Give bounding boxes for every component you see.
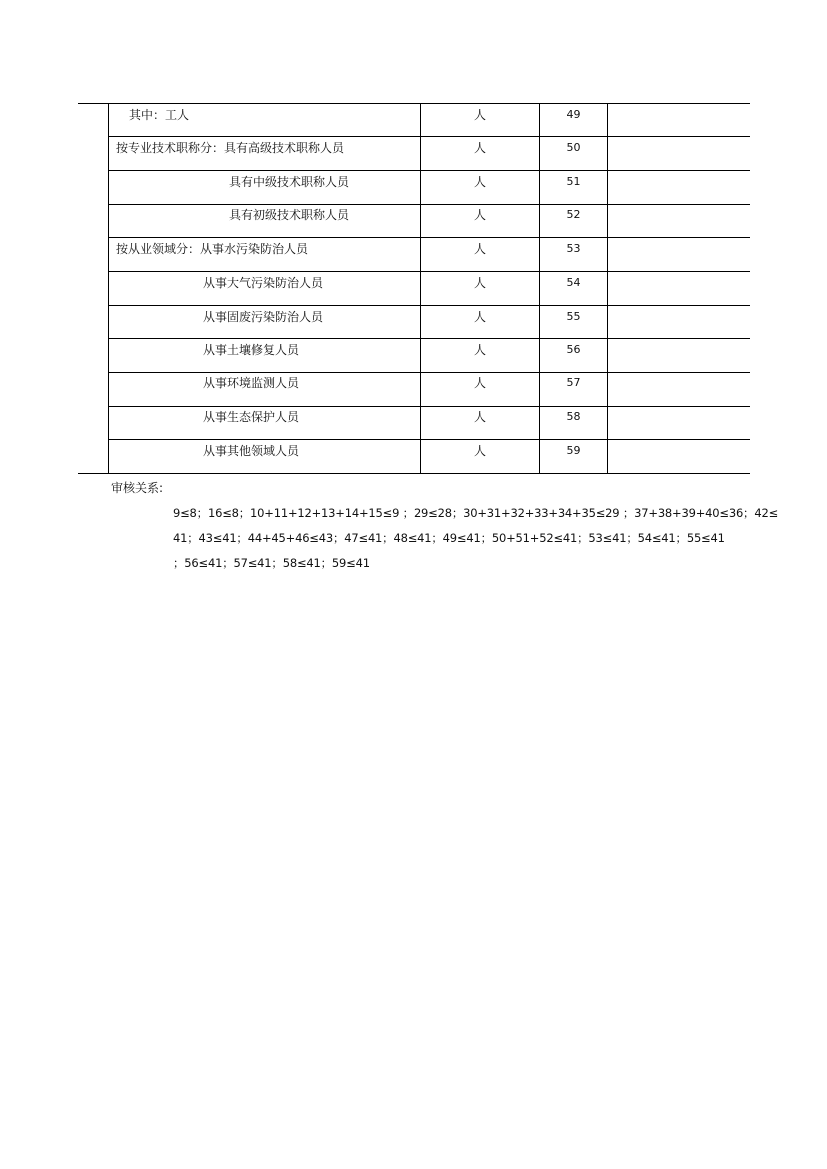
row-label: 从事环境监测人员 bbox=[203, 376, 300, 390]
row-unit: 人 bbox=[473, 108, 486, 122]
row-value-cell[interactable] bbox=[608, 306, 750, 338]
row-code: 51 bbox=[566, 175, 581, 188]
row-code: 57 bbox=[566, 376, 581, 389]
row-unit: 人 bbox=[473, 310, 486, 324]
row-value-cell[interactable] bbox=[608, 407, 750, 439]
row-unit: 人 bbox=[473, 242, 486, 256]
row-label: 按专业技术职称分：具有高级技术职称人员 bbox=[116, 141, 345, 155]
row-code: 56 bbox=[566, 343, 581, 356]
row-code: 59 bbox=[566, 444, 581, 457]
audit-line: ；56≤41；57≤41；58≤41；59≤41 bbox=[173, 556, 370, 570]
row-code: 49 bbox=[566, 108, 581, 121]
row-unit: 人 bbox=[473, 444, 486, 458]
table-bottom-border bbox=[108, 473, 750, 474]
row-label: 从事固废污染防治人员 bbox=[203, 310, 324, 324]
row-unit: 人 bbox=[473, 175, 486, 189]
row-unit: 人 bbox=[473, 276, 486, 290]
row-code: 53 bbox=[566, 242, 581, 255]
row-value-cell[interactable] bbox=[608, 205, 750, 237]
row-label: 按从业领域分：从事水污染防治人员 bbox=[116, 242, 309, 256]
row-value-cell[interactable] bbox=[608, 373, 750, 406]
row-label: 从事土壤修复人员 bbox=[203, 343, 300, 357]
row-code: 50 bbox=[566, 141, 581, 154]
row-label: 从事生态保护人员 bbox=[203, 410, 300, 424]
row-unit: 人 bbox=[473, 376, 486, 390]
row-unit: 人 bbox=[473, 208, 486, 222]
row-value-cell[interactable] bbox=[608, 137, 750, 170]
audit-label: 审核关系: bbox=[111, 481, 164, 495]
row-unit: 人 bbox=[473, 410, 486, 424]
table-top-border-left bbox=[78, 103, 108, 104]
row-unit: 人 bbox=[473, 141, 486, 155]
row-value-cell[interactable] bbox=[608, 272, 750, 305]
row-code: 58 bbox=[566, 410, 581, 423]
audit-line: 9≤8；16≤8；10+11+12+13+14+15≤9 ；29≤28；30+31+32+33+34+35≤29 ；37+38+39+40≤36；42≤ bbox=[173, 506, 779, 520]
row-label: 从事大气污染防治人员 bbox=[203, 276, 324, 290]
row-value-cell[interactable] bbox=[608, 339, 750, 372]
table-bottom-border-left bbox=[78, 473, 108, 474]
row-code: 54 bbox=[566, 276, 581, 289]
row-unit: 人 bbox=[473, 343, 486, 357]
row-value-cell[interactable] bbox=[608, 171, 750, 204]
row-label: 其中：工人 bbox=[129, 108, 190, 122]
row-label: 具有中级技术职称人员 bbox=[229, 175, 350, 189]
column-divider bbox=[108, 103, 109, 474]
row-code: 52 bbox=[566, 208, 581, 221]
row-label: 从事其他领域人员 bbox=[203, 444, 300, 458]
row-value-cell[interactable] bbox=[608, 440, 750, 473]
row-value-cell[interactable] bbox=[608, 238, 750, 271]
row-label: 具有初级技术职称人员 bbox=[229, 208, 350, 222]
audit-line: 41；43≤41；44+45+46≤43；47≤41；48≤41；49≤41；50+51+52≤41；53≤41；54≤41；55≤41 bbox=[173, 531, 725, 545]
row-code: 55 bbox=[566, 310, 581, 323]
row-value-cell[interactable] bbox=[608, 104, 750, 136]
